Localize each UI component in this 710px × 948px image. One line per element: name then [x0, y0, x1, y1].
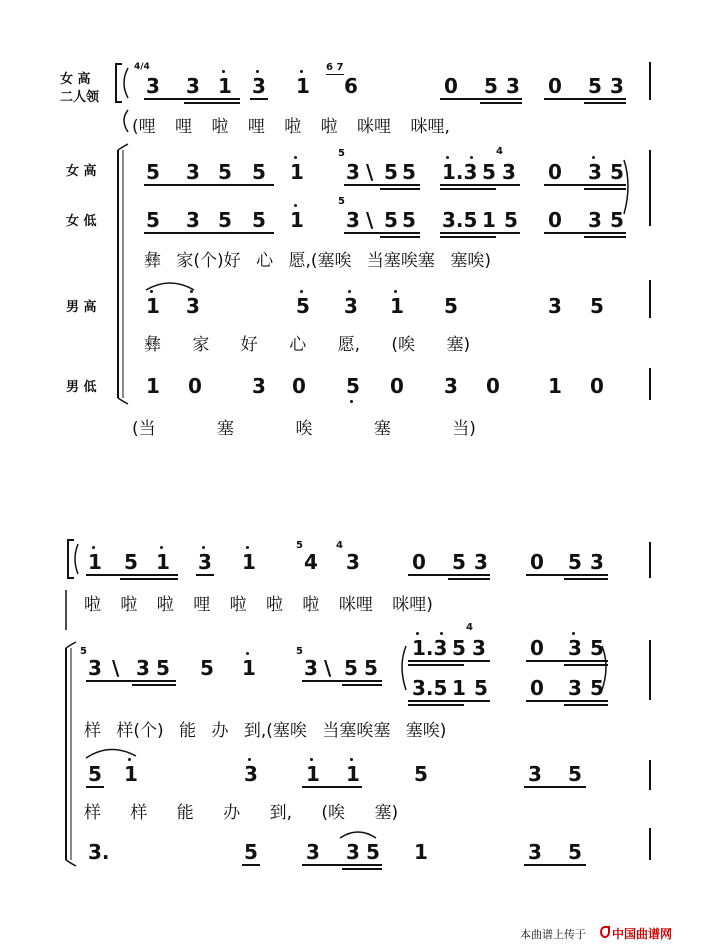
note: 0 [530, 550, 544, 574]
note: 5 [364, 656, 378, 680]
note: 5 [384, 160, 398, 184]
note: 3 [568, 636, 582, 660]
note: 5 [590, 294, 604, 318]
note: 3. [88, 840, 110, 864]
note: 3 [610, 74, 624, 98]
note: 0 [548, 160, 562, 184]
note: 5 [200, 656, 214, 680]
note: 5 [452, 636, 466, 660]
note: 5 [474, 676, 488, 700]
note: 1 [242, 550, 256, 574]
note: 0 [444, 74, 458, 98]
grace-note: 5 [296, 540, 303, 551]
grace-note: 4 [466, 622, 473, 633]
note: 5 [610, 208, 624, 232]
note: 3.5 [412, 676, 448, 700]
note: 1 [156, 550, 170, 574]
note: 3 [88, 656, 102, 680]
note: 5 [610, 160, 624, 184]
note: 1 [218, 74, 232, 98]
note: 3 [588, 160, 602, 184]
note: 3 [186, 208, 200, 232]
note: 5 [124, 550, 138, 574]
note: 0 [548, 208, 562, 232]
note: 5 [156, 656, 170, 680]
note: 0 [486, 374, 500, 398]
note: 1 [88, 550, 102, 574]
part-label-female-high-lead: 女 高 [60, 72, 91, 87]
note: 1 [290, 160, 304, 184]
grace-note: 6 7 [326, 62, 344, 73]
note: 0 [292, 374, 306, 398]
note: 3 [306, 840, 320, 864]
part-label-male-high: 男 高 [66, 300, 97, 315]
note: 6 [344, 74, 358, 98]
note: 3 [502, 160, 516, 184]
note: 5 [504, 208, 518, 232]
note: 5 [146, 160, 160, 184]
note: 3 [344, 294, 358, 318]
note: 5 [218, 160, 232, 184]
note: 5 [252, 208, 266, 232]
note: 1 [548, 374, 562, 398]
lyrics-line: 彝 家 好 心 愿, (唉 塞) [144, 335, 471, 355]
note: \ [366, 208, 374, 232]
note: 1 [296, 74, 310, 98]
note: 3 [568, 676, 582, 700]
note: 3 [146, 74, 160, 98]
footer-text: 本曲谱上传于 [520, 928, 586, 941]
note: 1 [414, 840, 428, 864]
note: 1 [452, 676, 466, 700]
note: 1.3 [412, 636, 448, 660]
note: 5 [568, 840, 582, 864]
note: 3 [346, 160, 360, 184]
note: 1 [146, 374, 160, 398]
note: 3 [588, 208, 602, 232]
part-label-male-low: 男 低 [66, 380, 97, 395]
note: 1 [242, 656, 256, 680]
note: 5 [452, 550, 466, 574]
note: 3 [186, 294, 200, 318]
time-signature: 4/4 [134, 62, 150, 72]
note: 0 [590, 374, 604, 398]
note: 3 [548, 294, 562, 318]
note: 3 [304, 656, 318, 680]
note: 5 [590, 676, 604, 700]
part-label-two-lead: 二人领 [60, 90, 100, 105]
lyrics-line: 啦 啦 啦 哩 啦 啦 啦 咪哩 咪哩) [84, 595, 433, 615]
note: 5 [366, 840, 380, 864]
note: 3 [198, 550, 212, 574]
note: 5 [346, 374, 360, 398]
note: 3 [474, 550, 488, 574]
note: 5 [244, 840, 258, 864]
grace-note: 5 [338, 148, 345, 159]
note: 3 [528, 762, 542, 786]
note: 3 [528, 840, 542, 864]
lyrics-line: 样 样 能 办 到, (唉 塞) [84, 803, 399, 823]
note: 0 [412, 550, 426, 574]
note: 3 [244, 762, 258, 786]
note: 5 [296, 294, 310, 318]
note: 3 [252, 374, 266, 398]
lyrics-line: 样 样(个) 能 办 到,(塞唉 当塞唉塞 塞唉) [84, 721, 447, 741]
note: 1 [290, 208, 304, 232]
note: 1.3 [442, 160, 478, 184]
note: 3 [346, 840, 360, 864]
note: 1 [124, 762, 138, 786]
note: 3 [590, 550, 604, 574]
note: 5 [588, 74, 602, 98]
note: 0 [530, 636, 544, 660]
lyrics-line: (哩 哩 啦 哩 啦 啦 咪哩 咪哩, [132, 117, 450, 137]
note: 3 [252, 74, 266, 98]
note: 4 [304, 550, 318, 574]
site-logo: 中国曲谱网 [612, 927, 673, 941]
note: 5 [252, 160, 266, 184]
note: 5 [384, 208, 398, 232]
note: 0 [390, 374, 404, 398]
grace-note: 5 [80, 646, 87, 657]
grace-note: 5 [338, 196, 345, 207]
grace-note: 4 [336, 540, 343, 551]
note: 0 [548, 74, 562, 98]
note: 3 [136, 656, 150, 680]
note: \ [112, 656, 120, 680]
note: 5 [88, 762, 102, 786]
note: 5 [484, 74, 498, 98]
note: 3 [186, 160, 200, 184]
note: 1 [346, 762, 360, 786]
note: 0 [530, 676, 544, 700]
note: \ [366, 160, 374, 184]
note: 5 [218, 208, 232, 232]
note: 0 [188, 374, 202, 398]
note: 5 [482, 160, 496, 184]
note: 5 [444, 294, 458, 318]
lyrics-line: (当 塞 唉 塞 当) [132, 419, 476, 439]
note: 3 [346, 550, 360, 574]
part-label-female-low: 女 低 [66, 214, 97, 229]
note: 1 [390, 294, 404, 318]
note: 5 [568, 762, 582, 786]
note: 3 [186, 74, 200, 98]
note: \ [324, 656, 332, 680]
part-label-female-high: 女 高 [66, 164, 97, 179]
note: 5 [402, 208, 416, 232]
note: 3 [472, 636, 486, 660]
note: 5 [344, 656, 358, 680]
grace-note: 5 [296, 646, 303, 657]
note: 3.5 [442, 208, 478, 232]
lyrics-line: 彝 家(个)好 心 愿,(塞唉 当塞唉塞 塞唉) [144, 251, 491, 271]
note: 5 [414, 762, 428, 786]
note: 1 [306, 762, 320, 786]
note: 1 [146, 294, 160, 318]
note: 5 [402, 160, 416, 184]
logo-mark-icon [600, 926, 610, 938]
note: 5 [568, 550, 582, 574]
note: 3 [444, 374, 458, 398]
grace-note: 4 [496, 146, 503, 157]
note: 5 [146, 208, 160, 232]
note: 3 [506, 74, 520, 98]
note: 3 [346, 208, 360, 232]
note: 1 [482, 208, 496, 232]
note: 5 [590, 636, 604, 660]
